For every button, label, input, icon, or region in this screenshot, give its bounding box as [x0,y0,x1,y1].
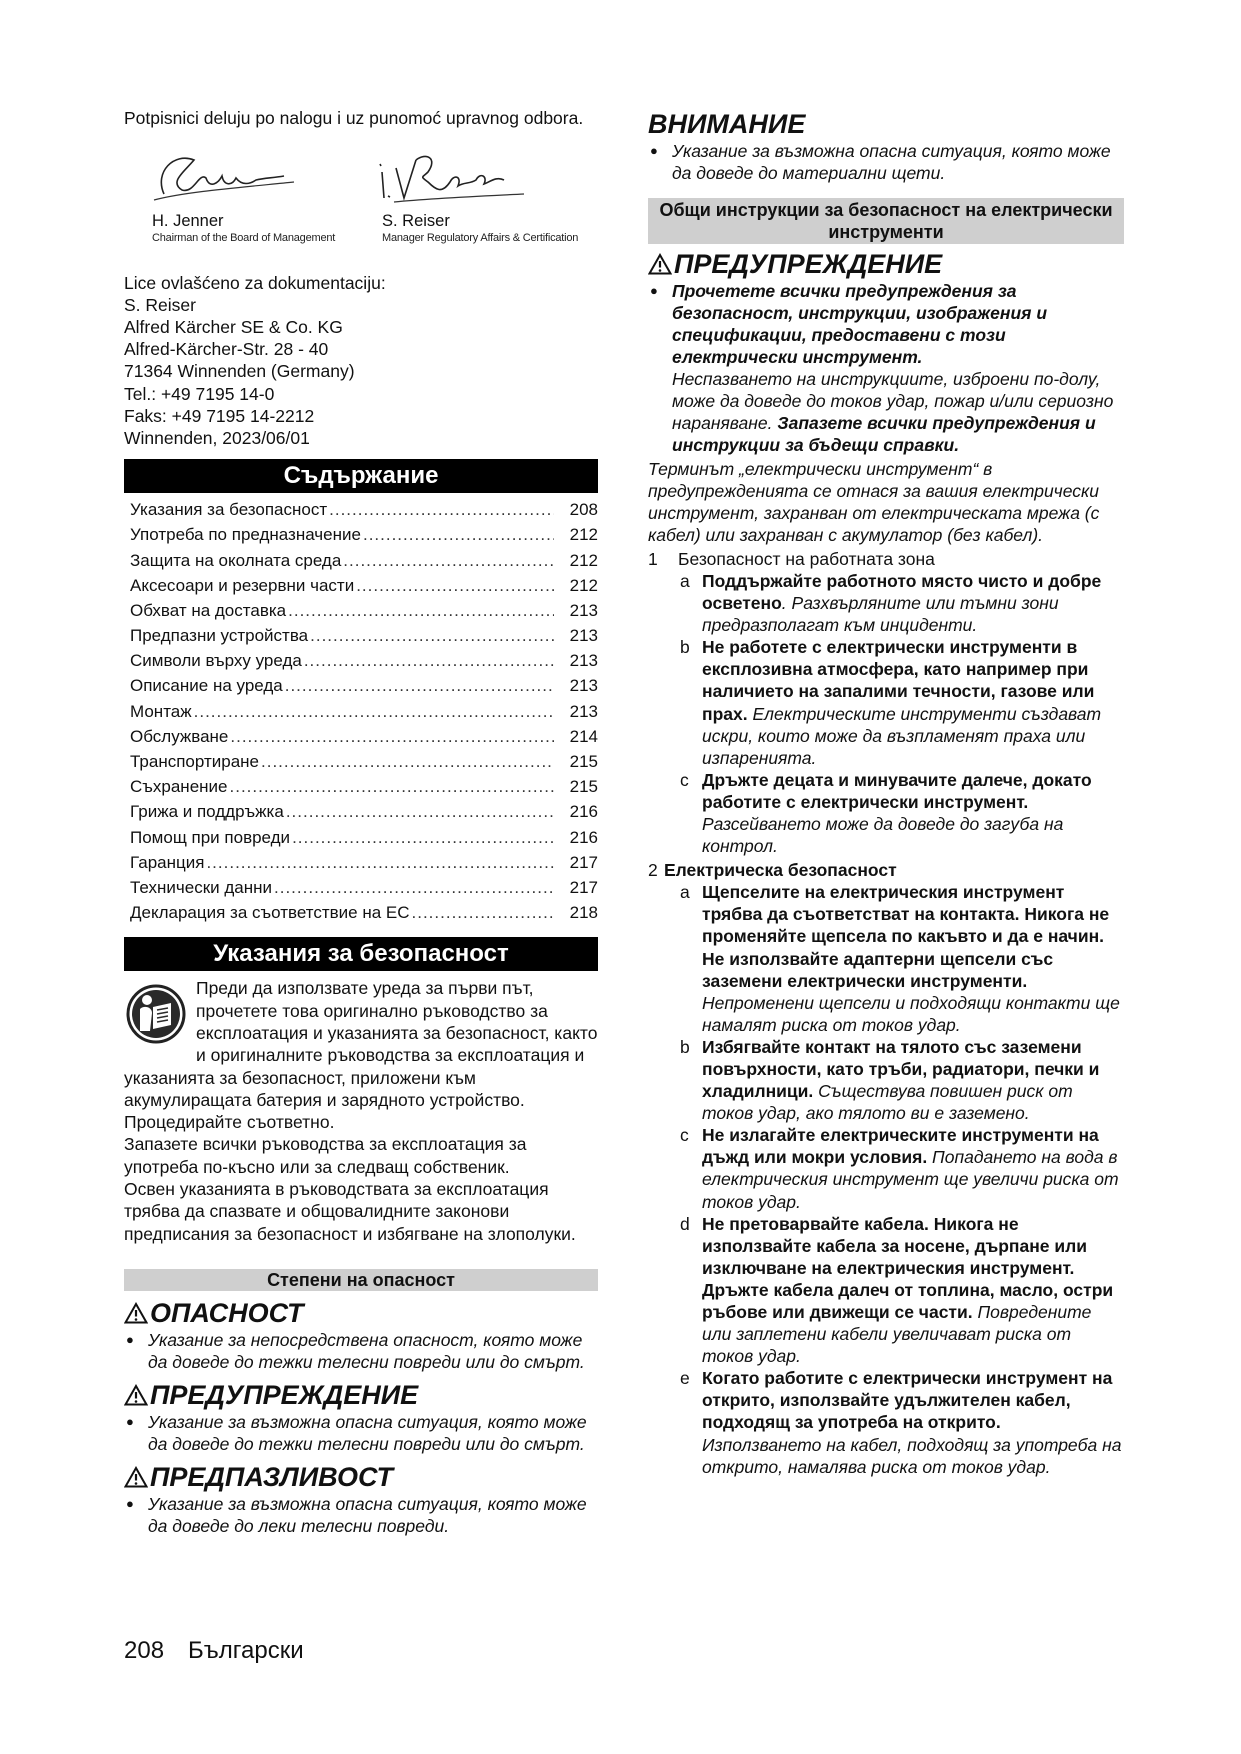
toc-entry[interactable] [124,825,598,850]
safety-paragraph: Процедирайте съответно. [124,1112,335,1133]
hazard-levels-heading: Степени на опасност [124,1269,598,1291]
toc-label: Предпазни устройства [130,626,309,646]
toc-entry[interactable] [124,648,598,673]
signature-reiser-scribble [354,142,554,212]
caution-description: ● Указание за възможна опасна ситуация, която може да доведе до леки телесни повреди. [126,1493,587,1536]
right-column [648,108,1124,1478]
power-tool-term: Терминът „електрически инструмент“ в предупрежденията се отнася за вашия електрически инструмент, захранван от електрическата мрежа (с кабел) или захранван с акумулатор (без кабел). [648,459,1100,545]
toc-label: Употреба по предназначение [130,525,361,545]
address-line: Winnenden, 2023/06/01 [124,427,310,448]
toc-entry[interactable] [124,623,598,648]
toc-label: Съхранение [130,777,228,797]
attention-heading: ВНИМАНИЕ [648,109,806,139]
toc-label: Технически данни [130,877,273,897]
language-label: Български [188,1637,304,1664]
general-safety-heading: Общи инструкции за безопасност на електрически инструменти [648,198,1124,244]
toc-entry[interactable] [124,573,598,598]
work-area-item: a Поддържайте работното място чисто и добре осветено. Разхвърляните или тъмни зони предразполагат към инциденти. [680,571,1102,636]
toc-entry[interactable] [124,673,598,698]
address-line: 71364 Winnenden (Germany) [124,361,355,382]
toc-page: 215 [569,777,598,797]
safety-intro [124,977,598,1245]
signature-reiser [354,142,584,246]
work-area-item: b Не работете с електрически инструменти в експлозивна атмосфера, като например при наличието на запалими течности, газове или прах. Електрическите инструменти създават искри, които може да възпламенят праха или изпаренията. [680,637,1102,768]
address-line: Lice ovlašćeno za dokumentaciju: [124,272,386,293]
signer-name: S. Reiser [382,211,450,230]
attention-description: ● Указание за възможна опасна ситуация, която може да доведе до материални щети. [650,141,1111,183]
work-area-item: c Дръжте децата и минувачите далече, докато работите с електрически инструмент. Разсейването може да доведе до загуба на контрол. [680,769,1092,857]
electrical-safety-item: e Когато работите с електрически инструмент на открито, използвайте удължителен кабел, подходящ за употреба на открито. Използването на кабел, подходящ за употреба на открито, намалява риска от токов удар. [680,1368,1122,1477]
signer-name: H. Jenner [152,211,224,230]
toc-label: Гаранция [130,852,205,872]
electrical-safety-item: b Избягвайте контакт на тялото със заземени повърхности, като тръби, радиатори, печки и хладилници. Съществува повишен риск от токов удар, ако тялото ви е заземено. [680,1036,1100,1124]
toc-page: 217 [569,852,598,872]
toc-entry[interactable] [124,774,598,799]
toc-entry[interactable] [124,497,598,522]
danger-description: ● Указание за непосредствена опасност, която може да доведе до тежки телесни повреди или до смърт. [126,1329,585,1372]
toc-label: Символи върху уреда [130,651,302,671]
toc-page: 218 [569,903,598,923]
signatures-block [124,142,598,262]
toc-entry[interactable] [124,900,598,925]
toc-entry[interactable] [124,522,598,547]
address-line: Alfred Kärcher SE & Co. KG [124,316,343,337]
toc-label: Помощ при повреди [130,827,291,847]
safety-intro-text: Преди да използвате уреда за първи път, прочетете това оригинално ръководство за експлоатация и указанията за безопасност, както и оригиналните ръководства за експлоатация и указанията за безопасност, приложени към акумулиращата батерия и зарядното устройство. [124,978,598,1110]
warning-heading: ПРЕДУПРЕЖДЕНИЕ [124,1379,598,1411]
electrical-safety-item: c Не излагайте електрическите инструменти на дъжд или мокри условия. Попадането на вода в електрическия инструмент ще увеличи риска от токов удар. [680,1125,1119,1212]
address-line: Faks: +49 7195 14-2212 [124,405,315,426]
read-manual-icon [126,983,186,1045]
section-work-area: 1 Безопасност на работната зона [648,549,935,569]
toc-label: Защита на околната среда [130,550,342,570]
toc-page: 212 [569,575,598,595]
toc-entry[interactable] [124,749,598,774]
safety-heading: Указания за безопасност [124,937,598,971]
signer-title: Manager Regulatory Affairs & Certification [382,231,579,244]
toc-page: 212 [569,525,598,545]
toc-page: 216 [569,802,598,822]
signature-jenner-scribble [124,142,324,212]
address-line: S. Reiser [124,294,196,315]
toc-page: 213 [569,626,598,646]
toc-page: 208 [569,500,598,520]
toc-label: Грижа и поддръжка [130,802,284,822]
toc-label: Декларация за съответствие на ЕС [130,903,410,923]
toc-page: 213 [569,651,598,671]
toc-entry[interactable] [124,724,598,749]
page-number: 208 [124,1637,165,1664]
warning-triangle-icon [124,1302,148,1324]
toc-page: 215 [569,752,598,771]
toc-page: 213 [569,676,598,696]
toc-page: 213 [569,600,598,620]
toc-entry[interactable] [124,598,598,623]
table-of-contents [124,497,598,925]
caution-heading: ПРЕДПАЗЛИВОСТ [124,1461,598,1493]
documentation-contact [124,272,598,450]
toc-entry[interactable] [124,699,598,724]
warning-triangle-icon [124,1466,148,1488]
electrical-safety-item: d Не претоварвайте кабела. Никога не използвайте кабела за носене, дърпане или изключване на електрическия инструмент. Дръжте кабела далеч от топлина, масло, остри ръбове или движещи се части. Повредените или заплетени кабели увеличават риска от токов удар. [680,1213,1114,1367]
signatories-note: Potpisnici deluju po nalogu i uz punomoć upravnog odbora. [124,108,584,128]
danger-heading: ОПАСНОСТ [124,1297,598,1329]
toc-label: Обслужване [130,726,229,746]
read-all-warnings: ● Прочетете всички предупреждения за безопасност, инструкции, изображения и спецификации, предоставени с този електрически инструмент. Неспазването на инструкциите, изброени по-долу, може да доведе до токов удар, пожар и/или сериозно нараняване. Запазете всички предупреждения и инструкции за бъдещи справки. [650,281,1114,455]
toc-page: 217 [569,877,598,897]
toc-page: 212 [569,550,598,570]
toc-page: 214 [569,726,598,746]
toc-label: Описание на уреда [130,676,283,696]
address-line: Tel.: +49 7195 14-0 [124,383,275,404]
safety-paragraph: Освен указанията в ръководствата за експлоатация трябва да спазвате и общовалидните законови предписания за безопасност и избягване на злополуки. [124,1178,576,1244]
signer-title: Chairman of the Board of Management [152,231,336,244]
toc-label: Аксесоари и резервни части [130,575,355,595]
toc-entry[interactable] [124,799,598,824]
section-electrical-safety: 2 Електрическа безопасност [648,860,897,881]
toc-entry[interactable] [124,875,598,900]
left-column [124,108,598,1537]
toc-entry[interactable] [124,850,598,875]
toc-page: 213 [569,701,598,721]
toc-heading: Съдържание [124,459,598,493]
warning-triangle-icon [648,253,672,275]
safety-paragraph: Запазете всички ръководства за експлоатация за употреба по-късно или за следващ собственик. [124,1134,527,1177]
toc-label: Монтаж [130,701,192,721]
toc-page: 216 [569,827,598,847]
toc-entry[interactable] [124,548,598,573]
toc-label: Указания за безопасност [130,500,328,520]
warning-triangle-icon [124,1384,148,1406]
electrical-safety-item: a Щепселите на електрическия инструмент трябва да съответстват на контакта. Никога не променяйте щепсела по какъвто и да е начин. Не използвайте адаптерни щепсели със заземени електрически инструменти. Непроменени щепсели и подходящи контакти ще намалят риска от токов удар. [680,882,1120,1035]
toc-label: Транспортиране [130,752,260,771]
page-footer [124,1636,328,1666]
power-tool-warning-heading: ПРЕДУПРЕЖДЕНИЕ [648,248,1124,280]
signature-jenner [124,142,354,246]
address-line: Alfred-Kärcher-Str. 28 - 40 [124,339,329,360]
warning-description: ● Указание за възможна опасна ситуация, която може да доведе до тежки телесни повреди или до смърт. [126,1411,587,1454]
toc-label: Обхват на доставка [130,600,287,620]
